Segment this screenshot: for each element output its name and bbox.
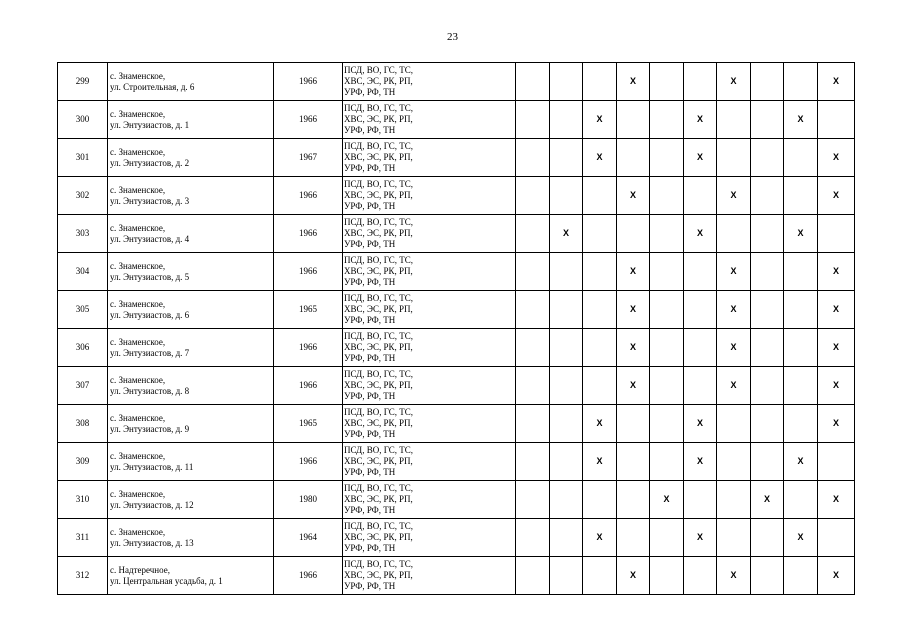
period-mark-cell: X	[818, 367, 855, 405]
year-built: 1980	[274, 481, 343, 519]
period-mark-cell	[516, 253, 550, 291]
period-mark-cell	[617, 215, 650, 253]
registry-table	[57, 62, 855, 595]
row-number: 307	[58, 367, 108, 405]
period-mark-cell	[617, 519, 650, 557]
table-row	[58, 177, 855, 215]
period-mark-cell	[617, 139, 650, 177]
period-mark-cell	[751, 63, 784, 101]
address-cell	[108, 405, 274, 443]
period-mark-cell	[550, 405, 583, 443]
period-mark-cell: X	[684, 139, 717, 177]
address-cell	[108, 253, 274, 291]
period-mark-cell	[516, 101, 550, 139]
work-types-line: ХВС, ЭС, РК, РП,	[344, 418, 413, 428]
period-mark-cell	[684, 329, 717, 367]
period-mark-cell	[650, 253, 684, 291]
table-row	[58, 481, 855, 519]
period-mark-cell	[516, 557, 550, 595]
table-row	[58, 519, 855, 557]
period-mark-cell	[516, 367, 550, 405]
work-types-line: УРФ, РФ, ТН	[344, 543, 396, 553]
work-types-line: ХВС, ЭС, РК, РП,	[344, 266, 413, 276]
address-street: ул. Энтузиастов, д. 5	[110, 271, 190, 282]
period-mark-cell	[684, 557, 717, 595]
period-mark-cell	[784, 63, 818, 101]
row-number: 301	[58, 139, 108, 177]
year-built: 1966	[274, 557, 343, 595]
period-mark-cell	[684, 177, 717, 215]
address-street: ул. Энтузиастов, д. 1	[110, 119, 190, 130]
period-mark-cell	[751, 291, 784, 329]
work-types-line: УРФ, РФ, ТН	[344, 163, 396, 173]
year-built: 1966	[274, 329, 343, 367]
period-mark-cell	[650, 405, 684, 443]
period-mark-cell	[650, 291, 684, 329]
period-mark-cell: X	[784, 215, 818, 253]
period-mark-cell	[583, 367, 617, 405]
address-locality: с. Знаменское,	[110, 70, 166, 81]
period-mark-cell: X	[751, 481, 784, 519]
period-mark-cell	[818, 101, 855, 139]
registry-body	[58, 63, 855, 595]
period-mark-cell	[583, 557, 617, 595]
period-mark-cell: X	[617, 557, 650, 595]
period-mark-cell	[550, 253, 583, 291]
address-cell	[108, 139, 274, 177]
period-mark-cell	[751, 367, 784, 405]
work-types-line: ХВС, ЭС, РК, РП,	[344, 190, 413, 200]
address-cell	[108, 291, 274, 329]
table-row	[58, 557, 855, 595]
work-types-cell	[343, 253, 516, 291]
period-mark-cell	[818, 215, 855, 253]
period-mark-cell	[751, 405, 784, 443]
row-number: 306	[58, 329, 108, 367]
work-types-line: ПСД, ВО, ГС, ТС,	[344, 521, 414, 531]
period-mark-cell	[650, 101, 684, 139]
period-mark-cell	[784, 253, 818, 291]
period-mark-cell	[684, 253, 717, 291]
period-mark-cell	[516, 481, 550, 519]
work-types-line: ХВС, ЭС, РК, РП,	[344, 532, 413, 542]
period-mark-cell	[650, 519, 684, 557]
work-types-line: ПСД, ВО, ГС, ТС,	[344, 445, 414, 455]
period-mark-cell	[751, 557, 784, 595]
work-types-line: ХВС, ЭС, РК, РП,	[344, 152, 413, 162]
period-mark-cell	[516, 443, 550, 481]
table-row	[58, 215, 855, 253]
period-mark-cell: X	[784, 101, 818, 139]
period-mark-cell: X	[684, 405, 717, 443]
period-mark-cell	[516, 405, 550, 443]
work-types-line: УРФ, РФ, ТН	[344, 87, 396, 97]
work-types-cell	[343, 519, 516, 557]
year-built: 1966	[274, 367, 343, 405]
work-types-line: ХВС, ЭС, РК, РП,	[344, 228, 413, 238]
period-mark-cell	[650, 63, 684, 101]
row-number: 305	[58, 291, 108, 329]
work-types-line: ПСД, ВО, ГС, ТС,	[344, 65, 414, 75]
period-mark-cell: X	[684, 519, 717, 557]
period-mark-cell	[751, 139, 784, 177]
period-mark-cell: X	[717, 329, 751, 367]
period-mark-cell	[751, 329, 784, 367]
work-types-line: УРФ, РФ, ТН	[344, 277, 396, 287]
period-mark-cell	[751, 519, 784, 557]
period-mark-cell	[784, 367, 818, 405]
work-types-cell	[343, 177, 516, 215]
period-mark-cell	[717, 519, 751, 557]
row-number: 310	[58, 481, 108, 519]
year-built: 1966	[274, 253, 343, 291]
work-types-cell	[343, 139, 516, 177]
work-types-line: ПСД, ВО, ГС, ТС,	[344, 179, 414, 189]
year-built: 1964	[274, 519, 343, 557]
table-row	[58, 367, 855, 405]
period-mark-cell: X	[550, 215, 583, 253]
work-types-cell	[343, 367, 516, 405]
period-mark-cell	[717, 481, 751, 519]
period-mark-cell	[717, 405, 751, 443]
work-types-line: ПСД, ВО, ГС, ТС,	[344, 217, 414, 227]
period-mark-cell	[717, 215, 751, 253]
address-cell	[108, 177, 274, 215]
period-mark-cell: X	[717, 367, 751, 405]
period-mark-cell	[516, 329, 550, 367]
period-mark-cell: X	[717, 557, 751, 595]
period-mark-cell	[583, 253, 617, 291]
work-types-cell	[343, 481, 516, 519]
work-types-line: ПСД, ВО, ГС, ТС,	[344, 559, 414, 569]
address-locality: с. Знаменское,	[110, 450, 166, 461]
address-street: ул. Энтузиастов, д. 13	[110, 537, 194, 548]
period-mark-cell	[717, 443, 751, 481]
work-types-line: УРФ, РФ, ТН	[344, 201, 396, 211]
work-types-line: ПСД, ВО, ГС, ТС,	[344, 483, 414, 493]
work-types-cell	[343, 443, 516, 481]
address-locality: с. Знаменское,	[110, 488, 166, 499]
work-types-line: ПСД, ВО, ГС, ТС,	[344, 103, 414, 113]
address-locality: с. Знаменское,	[110, 526, 166, 537]
address-street: ул. Энтузиастов, д. 6	[110, 309, 190, 320]
row-number: 300	[58, 101, 108, 139]
address-street: ул. Энтузиастов, д. 4	[110, 233, 190, 244]
work-types-line: ПСД, ВО, ГС, ТС,	[344, 141, 414, 151]
period-mark-cell	[583, 177, 617, 215]
period-mark-cell	[516, 215, 550, 253]
year-built: 1967	[274, 139, 343, 177]
work-types-line: ХВС, ЭС, РК, РП,	[344, 456, 413, 466]
period-mark-cell: X	[818, 329, 855, 367]
period-mark-cell	[818, 443, 855, 481]
period-mark-cell: X	[818, 139, 855, 177]
address-locality: с. Знаменское,	[110, 108, 166, 119]
period-mark-cell	[650, 139, 684, 177]
period-mark-cell	[617, 101, 650, 139]
period-mark-cell: X	[717, 63, 751, 101]
period-mark-cell: X	[818, 177, 855, 215]
table-row	[58, 253, 855, 291]
period-mark-cell	[617, 481, 650, 519]
work-types-line: УРФ, РФ, ТН	[344, 391, 396, 401]
address-cell	[108, 519, 274, 557]
work-types-cell	[343, 291, 516, 329]
period-mark-cell	[550, 481, 583, 519]
period-mark-cell	[583, 481, 617, 519]
work-types-line: ПСД, ВО, ГС, ТС,	[344, 331, 414, 341]
period-mark-cell	[550, 329, 583, 367]
year-built: 1966	[274, 443, 343, 481]
row-number: 309	[58, 443, 108, 481]
row-number: 299	[58, 63, 108, 101]
address-street: ул. Энтузиастов, д. 12	[110, 499, 194, 510]
period-mark-cell	[550, 519, 583, 557]
address-locality: с. Знаменское,	[110, 146, 166, 157]
work-types-line: ХВС, ЭС, РК, РП,	[344, 570, 413, 580]
table-row	[58, 63, 855, 101]
period-mark-cell	[717, 101, 751, 139]
address-locality: с. Знаменское,	[110, 374, 166, 385]
work-types-line: УРФ, РФ, ТН	[344, 505, 396, 515]
address-cell	[108, 329, 274, 367]
address-cell	[108, 557, 274, 595]
table-row	[58, 405, 855, 443]
address-street: ул. Энтузиастов, д. 8	[110, 385, 190, 396]
work-types-line: УРФ, РФ, ТН	[344, 353, 396, 363]
work-types-line: ПСД, ВО, ГС, ТС,	[344, 255, 414, 265]
period-mark-cell	[583, 329, 617, 367]
period-mark-cell: X	[617, 329, 650, 367]
year-built: 1966	[274, 101, 343, 139]
period-mark-cell: X	[650, 481, 684, 519]
period-mark-cell: X	[717, 291, 751, 329]
period-mark-cell: X	[617, 253, 650, 291]
period-mark-cell: X	[784, 519, 818, 557]
year-built: 1965	[274, 291, 343, 329]
period-mark-cell	[751, 443, 784, 481]
work-types-cell	[343, 101, 516, 139]
work-types-cell	[343, 557, 516, 595]
period-mark-cell	[650, 329, 684, 367]
year-built: 1966	[274, 215, 343, 253]
address-street: ул. Энтузиастов, д. 3	[110, 195, 190, 206]
period-mark-cell	[550, 443, 583, 481]
period-mark-cell	[550, 177, 583, 215]
work-types-line: ХВС, ЭС, РК, РП,	[344, 494, 413, 504]
period-mark-cell: X	[818, 481, 855, 519]
work-types-line: ХВС, ЭС, РК, РП,	[344, 304, 413, 314]
period-mark-cell	[583, 291, 617, 329]
period-mark-cell	[784, 291, 818, 329]
row-number: 312	[58, 557, 108, 595]
period-mark-cell: X	[717, 253, 751, 291]
period-mark-cell	[583, 215, 617, 253]
table-row	[58, 101, 855, 139]
period-mark-cell	[550, 291, 583, 329]
work-types-line: УРФ, РФ, ТН	[344, 239, 396, 249]
period-mark-cell: X	[717, 177, 751, 215]
period-mark-cell	[583, 63, 617, 101]
year-built: 1966	[274, 177, 343, 215]
period-mark-cell: X	[784, 443, 818, 481]
period-mark-cell	[650, 367, 684, 405]
period-mark-cell	[784, 557, 818, 595]
work-types-line: УРФ, РФ, ТН	[344, 429, 396, 439]
period-mark-cell	[516, 139, 550, 177]
work-types-cell	[343, 405, 516, 443]
table-row	[58, 139, 855, 177]
period-mark-cell	[784, 481, 818, 519]
period-mark-cell: X	[583, 101, 617, 139]
table-row	[58, 329, 855, 367]
period-mark-cell	[784, 177, 818, 215]
address-cell	[108, 443, 274, 481]
period-mark-cell	[717, 139, 751, 177]
period-mark-cell: X	[617, 291, 650, 329]
row-number: 311	[58, 519, 108, 557]
period-mark-cell: X	[583, 519, 617, 557]
period-mark-cell	[684, 63, 717, 101]
period-mark-cell	[617, 443, 650, 481]
work-types-cell	[343, 63, 516, 101]
period-mark-cell: X	[818, 291, 855, 329]
work-types-line: ПСД, ВО, ГС, ТС,	[344, 293, 414, 303]
period-mark-cell	[550, 557, 583, 595]
work-types-line: УРФ, РФ, ТН	[344, 581, 396, 591]
period-mark-cell	[684, 481, 717, 519]
period-mark-cell: X	[617, 367, 650, 405]
work-types-cell	[343, 329, 516, 367]
period-mark-cell	[650, 177, 684, 215]
period-mark-cell: X	[818, 557, 855, 595]
address-street: ул. Энтузиастов, д. 11	[110, 461, 194, 472]
period-mark-cell	[650, 215, 684, 253]
period-mark-cell	[684, 367, 717, 405]
period-mark-cell	[751, 253, 784, 291]
period-mark-cell	[516, 177, 550, 215]
period-mark-cell: X	[583, 405, 617, 443]
work-types-line: УРФ, РФ, ТН	[344, 467, 396, 477]
row-number: 308	[58, 405, 108, 443]
period-mark-cell	[751, 101, 784, 139]
period-mark-cell	[751, 177, 784, 215]
period-mark-cell	[784, 405, 818, 443]
address-locality: с. Знаменское,	[110, 184, 166, 195]
work-types-line: ХВС, ЭС, РК, РП,	[344, 76, 413, 86]
work-types-line: ПСД, ВО, ГС, ТС,	[344, 369, 414, 379]
period-mark-cell	[784, 329, 818, 367]
period-mark-cell: X	[617, 177, 650, 215]
period-mark-cell	[550, 63, 583, 101]
period-mark-cell: X	[684, 101, 717, 139]
address-cell	[108, 63, 274, 101]
address-locality: с. Знаменское,	[110, 222, 166, 233]
period-mark-cell	[516, 63, 550, 101]
period-mark-cell	[684, 291, 717, 329]
period-mark-cell: X	[617, 63, 650, 101]
period-mark-cell	[516, 519, 550, 557]
work-types-cell	[343, 215, 516, 253]
period-mark-cell	[550, 101, 583, 139]
work-types-line: ХВС, ЭС, РК, РП,	[344, 342, 413, 352]
address-locality: с. Знаменское,	[110, 336, 166, 347]
address-locality: с. Надтеречное,	[110, 564, 170, 575]
year-built: 1965	[274, 405, 343, 443]
address-street: ул. Центральная усадьба, д. 1	[110, 575, 223, 586]
row-number: 303	[58, 215, 108, 253]
address-street: ул. Энтузиастов, д. 7	[110, 347, 190, 358]
period-mark-cell: X	[684, 215, 717, 253]
row-number: 304	[58, 253, 108, 291]
address-cell	[108, 215, 274, 253]
period-mark-cell: X	[684, 443, 717, 481]
period-mark-cell	[550, 367, 583, 405]
work-types-line: ПСД, ВО, ГС, ТС,	[344, 407, 414, 417]
address-locality: с. Знаменское,	[110, 260, 166, 271]
work-types-line: ХВС, ЭС, РК, РП,	[344, 114, 413, 124]
period-mark-cell	[784, 139, 818, 177]
page-number: 23	[447, 31, 458, 43]
period-mark-cell	[650, 557, 684, 595]
period-mark-cell	[550, 139, 583, 177]
address-cell	[108, 367, 274, 405]
period-mark-cell: X	[818, 405, 855, 443]
table-row	[58, 443, 855, 481]
period-mark-cell	[751, 215, 784, 253]
address-street: ул. Энтузиастов, д. 9	[110, 423, 190, 434]
address-street: ул. Энтузиастов, д. 2	[110, 157, 190, 168]
period-mark-cell: X	[583, 443, 617, 481]
year-built: 1966	[274, 63, 343, 101]
address-locality: с. Знаменское,	[110, 298, 166, 309]
period-mark-cell: X	[583, 139, 617, 177]
address-street: ул. Строительная, д. 6	[110, 81, 195, 92]
period-mark-cell	[617, 405, 650, 443]
address-cell	[108, 101, 274, 139]
work-types-line: ХВС, ЭС, РК, РП,	[344, 380, 413, 390]
work-types-line: УРФ, РФ, ТН	[344, 125, 396, 135]
period-mark-cell: X	[818, 63, 855, 101]
address-locality: с. Знаменское,	[110, 412, 166, 423]
period-mark-cell	[818, 519, 855, 557]
period-mark-cell: X	[818, 253, 855, 291]
period-mark-cell	[516, 291, 550, 329]
address-cell	[108, 481, 274, 519]
row-number: 302	[58, 177, 108, 215]
period-mark-cell	[650, 443, 684, 481]
work-types-line: УРФ, РФ, ТН	[344, 315, 396, 325]
table-row	[58, 291, 855, 329]
